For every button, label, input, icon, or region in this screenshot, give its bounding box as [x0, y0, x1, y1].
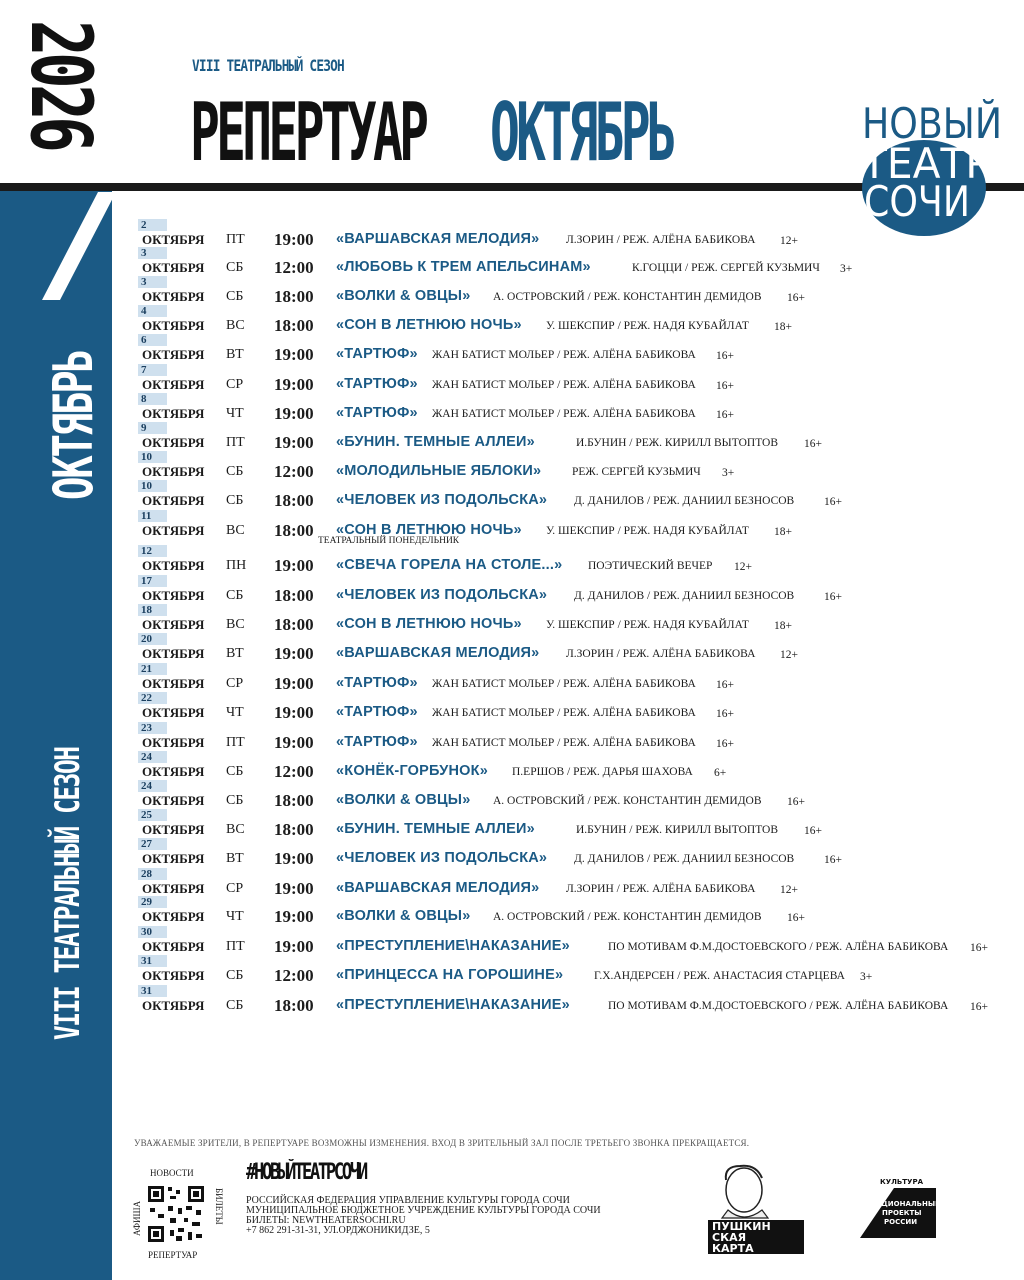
weekday: СБ	[226, 588, 244, 603]
month-label: ОКТЯБРЯ	[142, 377, 205, 392]
age-rating: 6+	[714, 767, 727, 779]
show-title: «МОЛОДИЛЬНЫЕ ЯБЛОКИ»	[336, 463, 542, 479]
show-title: «ЧЕЛОВЕК ИЗ ПОДОЛЬСКА»	[336, 587, 548, 603]
show-credits: Л.ЗОРИН / РЕЖ. АЛЁНА БАБИКОВА	[566, 648, 756, 660]
day-number: 22	[138, 692, 167, 704]
age-rating: 16+	[787, 292, 805, 304]
show-title: «ВАРШАВСКАЯ МЕЛОДИЯ»	[336, 231, 540, 247]
day-number: 28	[138, 868, 167, 880]
show-credits: ЖАН БАТИСТ МОЛЬЕР / РЕЖ. АЛЁНА БАБИКОВА	[432, 678, 696, 690]
info-line: РОССИЙСКАЯ ФЕДЕРАЦИЯ УПРАВЛЕНИЕ КУЛЬТУРЫ ГОРОДА СОЧИ	[246, 1195, 570, 1206]
schedule-row	[138, 926, 1008, 966]
schedule-row	[138, 663, 1008, 703]
show-credits: ПОЭТИЧЕСКИЙ ВЕЧЕР	[588, 560, 713, 572]
show-credits: ЖАН БАТИСТ МОЛЬЕР / РЕЖ. АЛЁНА БАБИКОВА	[432, 379, 696, 391]
schedule-row	[138, 510, 1008, 550]
show-title: «СОН В ЛЕТНЮЮ НОЧЬ»	[336, 522, 522, 538]
info-line: +7 862 291-31-31, УЛ.ОРДЖОНИКИДЗЕ, 5	[246, 1225, 430, 1236]
qr-code[interactable]	[146, 1184, 206, 1244]
month-label: ОКТЯБРЯ	[142, 822, 205, 837]
sidebar-month: ОКТЯБРЬ	[42, 351, 105, 500]
svg-text:КАРТА: КАРТА	[712, 1242, 754, 1255]
show-title: «ТАРТЮФ»	[336, 675, 418, 691]
day-number: 4	[138, 305, 167, 317]
month-label: ОКТЯБРЯ	[142, 646, 205, 661]
show-time: 19:00	[274, 404, 314, 423]
schedule-row	[138, 480, 1008, 520]
weekday: СР	[226, 881, 244, 896]
weekday: ВС	[226, 523, 245, 538]
weekday: СБ	[226, 260, 244, 275]
day-number: 9	[138, 422, 167, 434]
show-title: «ТАРТЮФ»	[336, 405, 418, 421]
day-number: 12	[138, 545, 167, 557]
show-title: «ВОЛКИ & ОВЦЫ»	[336, 908, 471, 924]
schedule-row	[138, 575, 1008, 615]
age-rating: 16+	[804, 438, 822, 450]
day-number: 10	[138, 480, 167, 492]
weekday: СБ	[226, 289, 244, 304]
month-label: ОКТЯБРЯ	[142, 793, 205, 808]
show-time: 19:00	[274, 849, 314, 868]
show-credits: ЖАН БАТИСТ МОЛЬЕР / РЕЖ. АЛЁНА БАБИКОВА	[432, 707, 696, 719]
day-number: 17	[138, 575, 167, 587]
show-title: «ЧЕЛОВЕК ИЗ ПОДОЛЬСКА»	[336, 492, 548, 508]
day-number: 25	[138, 809, 167, 821]
schedule-row	[138, 247, 1008, 287]
schedule-row	[138, 364, 1008, 404]
show-title: «ЛЮБОВЬ К ТРЕМ АПЕЛЬСИНАМ»	[336, 259, 591, 275]
show-time: 18:00	[274, 791, 314, 810]
show-credits: И.БУНИН / РЕЖ. КИРИЛЛ ВЫТОПТОВ	[576, 437, 779, 449]
month-label: ОКТЯБРЯ	[142, 881, 205, 896]
show-title: «ВАРШАВСКАЯ МЕЛОДИЯ»	[336, 645, 540, 661]
month-label: ОКТЯБРЯ	[142, 617, 205, 632]
show-time: 18:00	[274, 615, 314, 634]
svg-text:РОССИИ: РОССИИ	[884, 1218, 918, 1226]
day-number: 29	[138, 896, 167, 908]
show-credits: Д. ДАНИЛОВ / РЕЖ. ДАНИИЛ БЕЗНОСОВ	[574, 853, 795, 865]
month-label: ОКТЯБРЯ	[142, 764, 205, 779]
show-credits: У. ШЕКСПИР / РЕЖ. НАДЯ КУБАЙЛАТ	[546, 619, 749, 631]
show-note: ТЕАТРАЛЬНЫЙ ПОНЕДЕЛЬНИК	[318, 536, 460, 546]
show-credits: К.ГОЦЦИ / РЕЖ. СЕРГЕЙ КУЗЬМИЧ	[632, 262, 820, 274]
show-time: 19:00	[274, 907, 314, 926]
show-time: 18:00	[274, 586, 314, 605]
show-credits: А. ОСТРОВСКИЙ / РЕЖ. КОНСТАНТИН ДЕМИДОВ	[493, 795, 762, 807]
svg-text:ТЕАТР: ТЕАТР	[861, 139, 990, 188]
show-time: 12:00	[274, 966, 314, 985]
svg-text:ПРОЕКТЫ: ПРОЕКТЫ	[882, 1209, 922, 1217]
qr-label-right: БИЛЕТЫ	[214, 1188, 224, 1225]
month-label: ОКТЯБРЯ	[142, 289, 205, 304]
page-title-month: ОКТЯБРЬ	[490, 86, 673, 179]
show-credits: П.ЕРШОВ / РЕЖ. ДАРЬЯ ШАХОВА	[512, 766, 693, 778]
weekday: ЧТ	[226, 705, 244, 720]
svg-text:КУЛЬТУРА: КУЛЬТУРА	[880, 1178, 923, 1186]
show-title: «ТАРТЮФ»	[336, 704, 418, 720]
show-time: 19:00	[274, 703, 314, 722]
svg-text:НОВЫЙ: НОВЫЙ	[862, 99, 1024, 148]
age-rating: 16+	[970, 1001, 988, 1013]
day-number: 30	[138, 926, 167, 938]
svg-text:СКАЯ: СКАЯ	[712, 1231, 747, 1244]
schedule-row	[138, 536, 1008, 585]
day-number: 27	[138, 838, 167, 850]
show-time: 18:00	[274, 996, 314, 1015]
schedule-row	[138, 422, 1008, 462]
show-credits: И.БУНИН / РЕЖ. КИРИЛЛ ВЫТОПТОВ	[576, 824, 779, 836]
age-rating: 16+	[716, 350, 734, 362]
show-time: 18:00	[274, 287, 314, 306]
month-label: ОКТЯБРЯ	[142, 939, 205, 954]
weekday: ПТ	[226, 232, 245, 247]
show-credits: РЕЖ. СЕРГЕЙ КУЗЬМИЧ	[572, 466, 701, 478]
sidebar-season: VIII ТЕАТРАЛЬНЫЙ СЕЗОН	[48, 747, 88, 1040]
month-label: ОКТЯБРЯ	[142, 318, 205, 333]
schedule-row	[138, 751, 1008, 791]
show-time: 19:00	[274, 230, 314, 249]
age-rating: 12+	[734, 561, 752, 573]
month-label: ОКТЯБРЯ	[142, 909, 205, 924]
day-number: 31	[138, 955, 167, 967]
age-rating: 3+	[860, 971, 873, 983]
weekday: СБ	[226, 793, 244, 808]
month-label: ОКТЯБРЯ	[142, 705, 205, 720]
weekday: ВС	[226, 318, 245, 333]
age-rating: 3+	[722, 467, 735, 479]
day-number: 18	[138, 604, 167, 616]
show-time: 12:00	[274, 258, 314, 277]
weekday: ВС	[226, 822, 245, 837]
theater-logo	[858, 92, 1024, 242]
schedule-row	[138, 780, 1008, 820]
month-label: ОКТЯБРЯ	[142, 998, 205, 1013]
show-title: «ТАРТЮФ»	[336, 734, 418, 750]
schedule-row	[138, 451, 1008, 491]
month-label: ОКТЯБРЯ	[142, 260, 205, 275]
show-title: «СОН В ЛЕТНЮЮ НОЧЬ»	[336, 317, 522, 333]
page-title: РЕПЕРТУАР	[190, 86, 426, 179]
day-number: 21	[138, 663, 167, 675]
year-label: 2026	[12, 20, 110, 149]
show-credits: У. ШЕКСПИР / РЕЖ. НАДЯ КУБАЙЛАТ	[546, 320, 749, 332]
show-time: 18:00	[274, 491, 314, 510]
schedule-row	[138, 633, 1008, 673]
day-number: 6	[138, 334, 167, 346]
day-number: 11	[138, 510, 167, 522]
show-credits: Д. ДАНИЛОВ / РЕЖ. ДАНИИЛ БЕЗНОСОВ	[574, 495, 795, 507]
age-rating: 16+	[824, 854, 842, 866]
show-time: 12:00	[274, 462, 314, 481]
age-rating: 16+	[716, 708, 734, 720]
show-time: 19:00	[274, 674, 314, 693]
info-line[interactable]: БИЛЕТЫ: NEWTHEATERSOCHI.RU	[246, 1215, 406, 1226]
show-title: «ТАРТЮФ»	[336, 346, 418, 362]
age-rating: 16+	[804, 825, 822, 837]
month-label: ОКТЯБРЯ	[142, 676, 205, 691]
show-title: «КОНЁК-ГОРБУНОК»	[336, 763, 488, 779]
schedule-row	[138, 955, 1008, 995]
show-credits: А. ОСТРОВСКИЙ / РЕЖ. КОНСТАНТИН ДЕМИДОВ	[493, 911, 762, 923]
month-label: ОКТЯБРЯ	[142, 735, 205, 750]
show-time: 19:00	[274, 556, 314, 575]
weekday: ВТ	[226, 347, 244, 362]
show-time: 19:00	[274, 733, 314, 752]
month-label: ОКТЯБРЯ	[142, 406, 205, 421]
svg-text:СОЧИ: СОЧИ	[864, 177, 970, 226]
day-number: 20	[138, 633, 167, 645]
age-rating: 16+	[824, 591, 842, 603]
month-label: ОКТЯБРЯ	[142, 588, 205, 603]
month-label: ОКТЯБРЯ	[142, 558, 205, 573]
weekday: ВТ	[226, 851, 244, 866]
age-rating: 16+	[824, 496, 842, 508]
weekday: ЧТ	[226, 406, 244, 421]
weekday: СБ	[226, 493, 244, 508]
age-rating: 16+	[716, 409, 734, 421]
schedule-row	[138, 393, 1008, 433]
schedule-row	[138, 334, 1008, 374]
day-number: 7	[138, 364, 167, 376]
show-time: 19:00	[274, 375, 314, 394]
show-credits: ЖАН БАТИСТ МОЛЬЕР / РЕЖ. АЛЁНА БАБИКОВА	[432, 349, 696, 361]
day-number: 8	[138, 393, 167, 405]
show-title: «СВЕЧА ГОРЕЛА НА СТОЛЕ...»	[336, 557, 563, 573]
show-time: 12:00	[274, 762, 314, 781]
show-title: «ЧЕЛОВЕК ИЗ ПОДОЛЬСКА»	[336, 850, 548, 866]
age-rating: 16+	[716, 738, 734, 750]
show-time: 18:00	[274, 521, 314, 540]
show-title: «СОН В ЛЕТНЮЮ НОЧЬ»	[336, 616, 522, 632]
schedule-row	[138, 838, 1008, 878]
show-time: 19:00	[274, 937, 314, 956]
weekday: СР	[226, 377, 244, 392]
schedule-row	[138, 896, 1008, 936]
month-label: ОКТЯБРЯ	[142, 851, 205, 866]
weekday: СБ	[226, 464, 244, 479]
show-credits: ПО МОТИВАМ Ф.М.ДОСТОЕВСКОГО / РЕЖ. АЛЁНА БАБИКОВА	[608, 1000, 949, 1012]
schedule-row	[138, 692, 1008, 732]
age-rating: 16+	[787, 796, 805, 808]
show-time: 19:00	[274, 345, 314, 364]
show-title: «ПРЕСТУПЛЕНИЕ\НАКАЗАНИЕ»	[336, 938, 570, 954]
show-title: «ВОЛКИ & ОВЦЫ»	[336, 288, 471, 304]
month-label: ОКТЯБРЯ	[142, 523, 205, 538]
show-time: 18:00	[274, 820, 314, 839]
day-number: 24	[138, 751, 167, 763]
weekday: ПТ	[226, 939, 245, 954]
age-rating: 18+	[774, 321, 792, 333]
weekday: СБ	[226, 968, 244, 983]
pushkin-card-logo	[704, 1160, 808, 1256]
day-number: 3	[138, 247, 167, 259]
weekday: ВС	[226, 617, 245, 632]
month-label: ОКТЯБРЯ	[142, 232, 205, 247]
show-title: «ТАРТЮФ»	[336, 376, 418, 392]
day-number: 2	[138, 219, 167, 231]
age-rating: 16+	[716, 380, 734, 392]
weekday: СР	[226, 676, 244, 691]
schedule-row	[138, 868, 1008, 908]
weekday: СБ	[226, 998, 244, 1013]
show-title: «БУНИН. ТЕМНЫЕ АЛЛЕИ»	[336, 434, 535, 450]
info-line: МУНИЦИПАЛЬНОЕ БЮДЖЕТНОЕ УЧРЕЖДЕНИЕ КУЛЬТУРЫ ГОРОДА СОЧИ	[246, 1205, 601, 1216]
show-time: 19:00	[274, 644, 314, 663]
schedule-row	[138, 305, 1008, 345]
show-title: «ПРИНЦЕССА НА ГОРОШИНЕ»	[336, 967, 564, 983]
show-credits: А. ОСТРОВСКИЙ / РЕЖ. КОНСТАНТИН ДЕМИДОВ	[493, 291, 762, 303]
age-rating: 12+	[780, 235, 798, 247]
age-rating: 16+	[716, 679, 734, 691]
age-rating: 12+	[780, 884, 798, 896]
show-title: «БУНИН. ТЕМНЫЕ АЛЛЕИ»	[336, 821, 535, 837]
day-number: 3	[138, 276, 167, 288]
show-credits: Г.Х.АНДЕРСЕН / РЕЖ. АНАСТАСИЯ СТАРЦЕВА	[594, 970, 845, 982]
footer-notice: УВАЖАЕМЫЕ ЗРИТЕЛИ, В РЕПЕРТУАРЕ ВОЗМОЖНЫ ИЗМЕНЕНИЯ. ВХОД В ЗРИТЕЛЬНЫЙ ЗАЛ ПОСЛЕ ТРЕТЬЕГО ЗВОНКА ПРЕКРАЩАЕТСЯ.	[134, 1138, 750, 1148]
show-credits: ЖАН БАТИСТ МОЛЬЕР / РЕЖ. АЛЁНА БАБИКОВА	[432, 408, 696, 420]
weekday: СБ	[226, 764, 244, 779]
qr-label-left: АФИША	[132, 1200, 142, 1236]
month-label: ОКТЯБРЯ	[142, 464, 205, 479]
day-number: 31	[138, 985, 167, 997]
age-rating: 18+	[774, 620, 792, 632]
schedule-row	[138, 276, 1008, 316]
schedule-row	[138, 722, 1008, 762]
month-label: ОКТЯБРЯ	[142, 347, 205, 362]
show-credits: ПО МОТИВАМ Ф.М.ДОСТОЕВСКОГО / РЕЖ. АЛЁНА БАБИКОВА	[608, 941, 949, 953]
show-credits: Л.ЗОРИН / РЕЖ. АЛЁНА БАБИКОВА	[566, 234, 756, 246]
age-rating: 12+	[780, 649, 798, 661]
schedule-row	[138, 985, 1008, 1025]
season-label: VIII ТЕАТРАЛЬНЫЙ СЕЗОН	[192, 56, 344, 75]
schedule-row	[138, 219, 1008, 259]
national-projects-logo	[858, 1172, 938, 1240]
day-number: 24	[138, 780, 167, 792]
schedule-row	[138, 604, 1008, 644]
show-credits: У. ШЕКСПИР / РЕЖ. НАДЯ КУБАЙЛАТ	[546, 525, 749, 537]
show-time: 19:00	[274, 879, 314, 898]
weekday: ПН	[226, 558, 247, 573]
weekday: ВТ	[226, 646, 244, 661]
qr-label-bottom: РЕПЕРТУАР	[148, 1250, 198, 1260]
show-credits: Л.ЗОРИН / РЕЖ. АЛЁНА БАБИКОВА	[566, 883, 756, 895]
show-credits: Д. ДАНИЛОВ / РЕЖ. ДАНИИЛ БЕЗНОСОВ	[574, 590, 795, 602]
hashtag: #НОВЫЙТЕАТРСОЧИ	[246, 1160, 366, 1185]
show-time: 18:00	[274, 316, 314, 335]
age-rating: 16+	[787, 912, 805, 924]
show-time: 19:00	[274, 433, 314, 452]
month-label: ОКТЯБРЯ	[142, 435, 205, 450]
age-rating: 18+	[774, 526, 792, 538]
show-credits: ЖАН БАТИСТ МОЛЬЕР / РЕЖ. АЛЁНА БАБИКОВА	[432, 737, 696, 749]
month-label: ОКТЯБРЯ	[142, 493, 205, 508]
qr-label-top: НОВОСТИ	[150, 1168, 194, 1178]
show-title: «ВОЛКИ & ОВЦЫ»	[336, 792, 471, 808]
show-title: «ВАРШАВСКАЯ МЕЛОДИЯ»	[336, 880, 540, 896]
day-number: 10	[138, 451, 167, 463]
show-title: «ПРЕСТУПЛЕНИЕ\НАКАЗАНИЕ»	[336, 997, 570, 1013]
svg-text:НАЦИОНАЛЬНЫЕ: НАЦИОНАЛЬНЫЕ	[870, 1200, 940, 1208]
svg-text:ПУШКИН: ПУШКИН	[712, 1220, 771, 1233]
month-label: ОКТЯБРЯ	[142, 968, 205, 983]
weekday: ПТ	[226, 735, 245, 750]
age-rating: 3+	[840, 263, 853, 275]
weekday: ПТ	[226, 435, 245, 450]
day-number: 23	[138, 722, 167, 734]
weekday: ЧТ	[226, 909, 244, 924]
age-rating: 16+	[970, 942, 988, 954]
schedule-row	[138, 809, 1008, 849]
